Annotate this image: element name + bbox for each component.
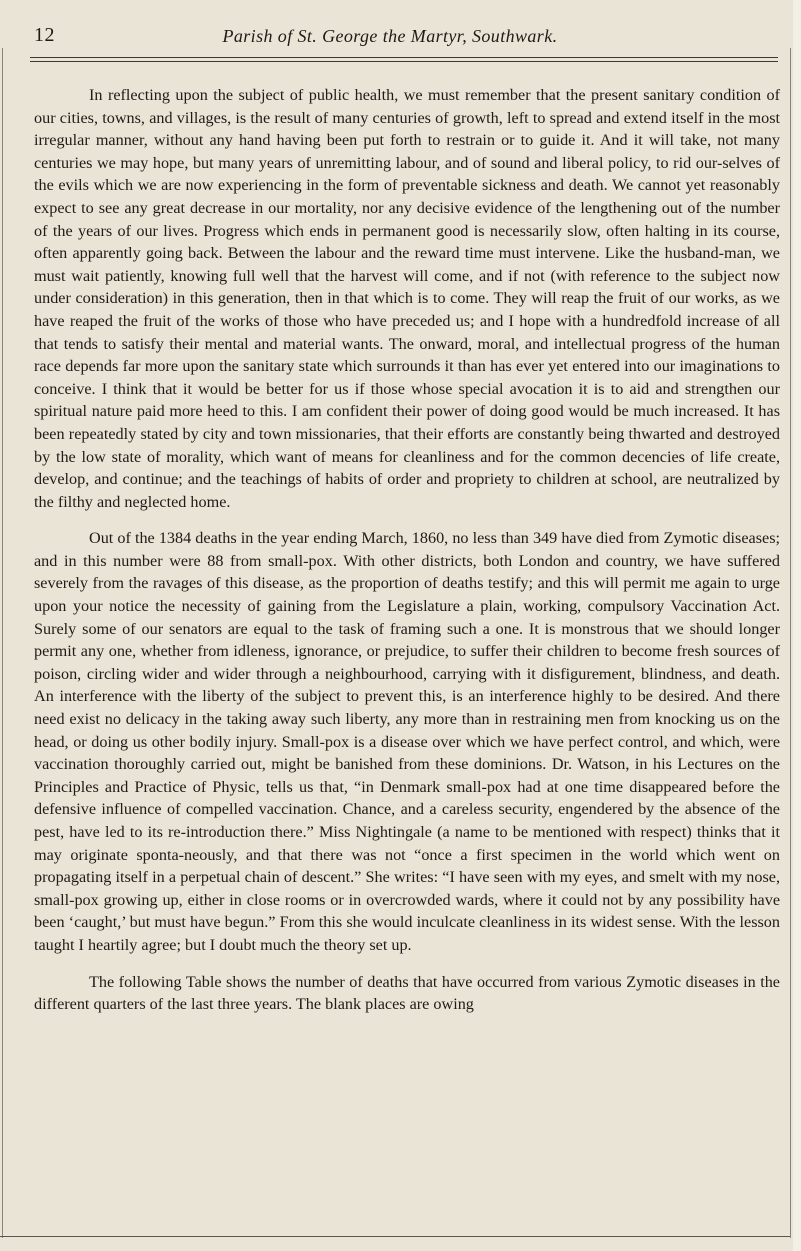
running-head: Parish of St. George the Martyr, Southwark. [222,26,558,46]
bottom-rule [0,1236,790,1237]
page-number: 12 [34,24,55,46]
paragraph: Out of the 1384 deaths in the year ending March, 1860, no less than 349 have died from Zymotic diseases; and in this number were 88 from small-pox. With other districts, both London and country, we have suffered severely from the ravages of this disease, as the proportion of deaths testify; and this will permit me again to urge upon your notice the necessity of gaining from the Legislature a plain, working, compulsory Vaccination Act. Surely some of our senators are equal to the task of framing such a one. It is monstrous that we should longer permit any one, whether from idleness, ignorance, or prejudice, to suffer their children to become fresh sources of poison, circling wider and wider through a neighbourhood, carrying with it disfigurement, blindness, and death. An interference with the liberty of the subject to prevent this, is an interference highly to be desired. And there need exist no delicacy in the taking away such liberty, any more than in restraining men from knocking us on the head, or doing us other bodily injury. Small-pox is a disease over which we have perfect control, and which, were vaccination thoroughly carried out, might be banished from these dominions. Dr. Watson, in his Lectures on the Principles and Practice of Physic, tells us that, “in Denmark small-pox had at one time disappeared before the defensive influence of compelled vaccination. Chance, and a careless security, engendered by the absence of the pest, have led to its re-introduction there.” Miss Nightingale (a name to be mentioned with respect) thinks that it may originate sponta-neously, and that there was not “once a first specimen in the world which went on propagating itself in a perpetual chain of descent.” She writes: “I have seen with my eyes, and smelt with my nose, small-pox growing up, either in close rooms or in overcrowded wards, where it could not by any possibility have been ‘caught,’ but must have begun.” From this she would inculcate cleanliness in its widest sense. With the lesson taught I heartily agree; but I doubt much the theory set up. [34,529,780,954]
page-right-border [790,48,791,1238]
header-rule-bottom [30,61,778,62]
header-rule-top [30,57,778,58]
paragraph: The following Table shows the number of deaths that have occurred from various Zymotic diseases in the different quarters of the last three years. The blank places are owing [34,972,780,1014]
page-header [0,18,780,54]
page-edge [793,0,801,1251]
page-left-border [2,48,3,1238]
body-text [34,84,780,1030]
paragraph: In reflecting upon the subject of public health, we must remember that the present sanitary condition of our cities, towns, and villages, is the result of many centuries of growth, left to spread and extend itself in the most irregular manner, without any hand having been put forth to restrain or to guide it. And it will take, not many centuries we may hope, but many years of unremitting labour, and of sound and liberal policy, to rid our-selves of the evils which we are now experiencing in the form of preventable sickness and death. We cannot yet reasonably expect to see any great decrease in our mortality, nor any decisive evidence of the lengthening out of the number of the years of our lives. Progress which ends in permanent good is necessarily slow, often halting in its course, often apparently going back. Between the labour and the reward time must intervene. Like the husband-man, we must wait patiently, knowing full well that the harvest will come, and if not (with reference to the subject now under consideration) in this generation, then in that which is to come. They will reap the fruit of our works, as we have reaped the fruit of the works of those who have preceded us; and I hope with a hundredfold increase of all that tends to satisfy their mental and material wants. The onward, moral, and intellectual progress of the human race depends far more upon the sanitary state which surrounds it than has ever yet entered into our imaginations to conceive. I think that it would be better for us if those whose special avocation it is to aid and strengthen our spiritual nature paid more heed to this. I am confident their power of doing good would be much increased. It has been repeatedly stated by city and town missionaries, that their efforts are constantly being thwarted and destroyed by the low state of morality, which want of means for cleanliness and for the common decencies of life create, develop, and continue; and the teachings of habits of order and propriety to children at school, are neutralized by the filthy and neglected home. [34,86,780,511]
